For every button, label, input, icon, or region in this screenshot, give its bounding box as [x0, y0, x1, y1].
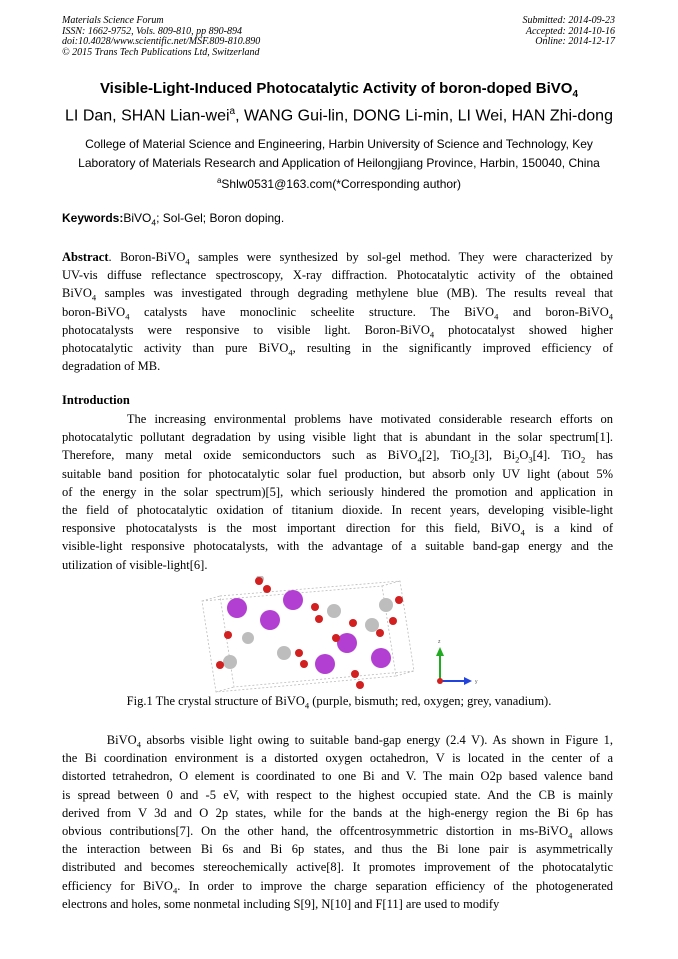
- vanadium-atom: [365, 618, 379, 632]
- submitted-date: Submitted: 2014-09-23: [522, 15, 615, 26]
- figure-caption: Fig.1 The crystal structure of BiVO$_4$ (purple, bismuth; red, oxygen; grey, vanadium).: [126, 694, 552, 711]
- author-list: LI Dan, SHAN Lian-wei$^a$, WANG Gui-lin, DONG Li-min, LI Wei, HAN Zhi-dong: [65, 106, 613, 125]
- oxygen-atom: [216, 661, 224, 669]
- text-line: obvious contributions[7]. On the other hand, the offcentrosymmetric distortion in ms-BiVO$_4$ allows: [62, 823, 613, 841]
- vanadium-atom: [242, 632, 254, 644]
- text-line: visible-light responsive photocatalysts, with the advantage of a suitable band-gap energy and the: [62, 539, 613, 554]
- text-line: of the energy in the solar spectrum)[5], which seriously hindered the promotion and application in: [62, 484, 613, 499]
- unit-cell-box: [202, 581, 414, 692]
- text-line: distorted tetrahedron, O element is coordinated to one Bi and V. The main O2p based valence band: [62, 769, 613, 784]
- text-line: BiVO$_4$ absorbs visible light owing to suitable band-gap energy (2.4 V). As shown in Figure 1,: [62, 733, 613, 750]
- abstract-label: Abstract: [62, 250, 109, 264]
- oxygen-atom: [389, 617, 397, 625]
- text-line: suitable band position for photocatalytic solar fuel production, but absorb only UV light (about 5%: [62, 466, 613, 481]
- oxygen-atom: [395, 596, 403, 604]
- bismuth-atom: [283, 590, 303, 610]
- oxygen-atom: [315, 615, 323, 623]
- bismuth-atom: [371, 648, 391, 668]
- oxygen-atom: [311, 603, 319, 611]
- paper-title: Visible-Light-Induced Photocatalytic Activity of boron-doped BiVO$_4$: [99, 80, 579, 100]
- oxygen-atom: [356, 681, 364, 689]
- oxygen-atom: [263, 585, 271, 593]
- text-line: photocatalytic pollutant degradation by using visible light that is abundant in the solar spectrum[1].: [62, 430, 613, 445]
- text-line: electrons and holes, some nonmetal including S[9], N[10] and F[11] are used to modify: [62, 896, 500, 911]
- vanadium-atom: [379, 598, 393, 612]
- text-line: boron-BiVO$_4$ catalysts have monoclinic scheelite structure. The BiVO$_4$ and boron-BiVO$_4$: [62, 304, 614, 322]
- vanadium-atom: [223, 655, 237, 669]
- doi-line: doi:10.4028/www.scientific.net/MSF.809-810.890: [62, 36, 261, 48]
- bismuth-atom: [337, 633, 357, 653]
- bismuth-atom: [227, 598, 247, 618]
- oxygen-atom: [255, 577, 263, 585]
- oxygen-atom: [332, 634, 340, 642]
- vanadium-atom: [277, 646, 291, 660]
- oxygen-atom: [376, 629, 384, 637]
- oxygen-atom: [349, 619, 357, 627]
- vanadium-atom: [327, 604, 341, 618]
- text-line: is spread between 0 and -5 eV, with respect to the highest occupied state. And the CB is mainly: [62, 787, 613, 802]
- online-date: Online: 2014-12-17: [535, 36, 615, 48]
- oxygen-atom: [300, 660, 308, 668]
- axis-z-label: z: [438, 639, 441, 645]
- text-line: The increasing environmental problems have motivated considerable research efforts on: [62, 412, 613, 426]
- text-line: Abstract. Boron-BiVO$_4$ samples were synthesized by sol-gel method. They were characterized by: [62, 250, 613, 267]
- text-line: photocatalytic activity than pure BiVO$_4$, resulting in the significantly improved efficiency of: [62, 340, 613, 358]
- axis-y-label: y: [475, 679, 478, 685]
- corresponding-email: $^a$Shlw0531@163.com(*Corresponding author): [216, 176, 462, 191]
- text-line: distributed and becomes stereochemically active[8]. It promotes improvement of the photocatalytic: [62, 860, 613, 875]
- affiliation-line: Laboratory of Materials Research and Application of Heilongjiang Province, Harbin, 150040, China: [78, 155, 600, 170]
- axis-indicator: [436, 639, 478, 685]
- text-line: Therefore, many metal oxide semiconductors such as BiVO$_4$[2], TiO$_2$[3], $Bi_2O_3[4]$. TiO$_2$ has: [62, 448, 614, 465]
- oxygen-atom: [351, 670, 359, 678]
- text-line: responsive photocatalysts is the most important direction for this field, BiVO$_4$ is a kind of: [62, 521, 613, 538]
- text-line: UV-vis diffuse reflectance spectroscopy, X-ray diffraction. Photocatalytic activity of the obtained: [62, 268, 613, 283]
- introduction-text: [62, 410, 613, 574]
- body-text: [62, 731, 613, 913]
- keywords: Keywords:BiVO$_4$; Sol-Gel; Boron doping.: [62, 211, 285, 228]
- text-line: the field of photocatalytic oxidation of titanium dioxide. In recent years, developing visible-light: [62, 502, 613, 517]
- affiliation: [62, 135, 616, 194]
- bismuth-atom: [315, 654, 335, 674]
- oxygen-atom: [224, 631, 232, 639]
- copyright-line: © 2015 Trans Tech Publications Ltd, Switzerland: [62, 46, 260, 58]
- affiliation-line: College of Material Science and Engineering, Harbin University of Science and Technology, Key: [85, 137, 593, 151]
- text-line: photocatalysts were responsive to visible light. Boron-BiVO$_4$ photocatalyst showed higher: [62, 322, 613, 340]
- text-line: utilization of visible-light[6].: [62, 557, 208, 572]
- bismuth-atom: [260, 610, 280, 630]
- text-line: derived from V 3d and O 2p states, while for the bands at the high-energy region the Bi 6p has: [62, 805, 613, 820]
- issn-line: ISSN: 1662-9752, Vols. 809-810, pp 890-894: [62, 25, 242, 37]
- journal-info: [62, 16, 260, 58]
- introduction-heading: Introduction: [62, 393, 130, 407]
- abstract: [62, 248, 613, 375]
- text-line: BiVO$_4$ samples was investigated through degrading methylene blue (MB). The results reveal that: [62, 286, 613, 303]
- dates-info: [523, 16, 616, 48]
- atoms: [216, 576, 403, 689]
- accepted-date: Accepted: 2014-10-16: [525, 25, 615, 37]
- text-line: the interaction between Bi 6s and Bi 6p states, and thus the Bi lone pair is asymmetrically: [62, 842, 613, 857]
- text-line: efficiency for BiVO$_4$. In order to improve the charge separation efficiency of the photogenerated: [62, 878, 613, 895]
- text-line: the Bi coordination environment is a distorted oxygen octahedron, V is located in the center of a: [62, 751, 613, 766]
- text-line: degradation of MB.: [62, 359, 161, 374]
- oxygen-atom: [295, 649, 303, 657]
- journal-name: Materials Science Forum: [62, 15, 164, 26]
- crystal-structure-figure: [200, 576, 480, 694]
